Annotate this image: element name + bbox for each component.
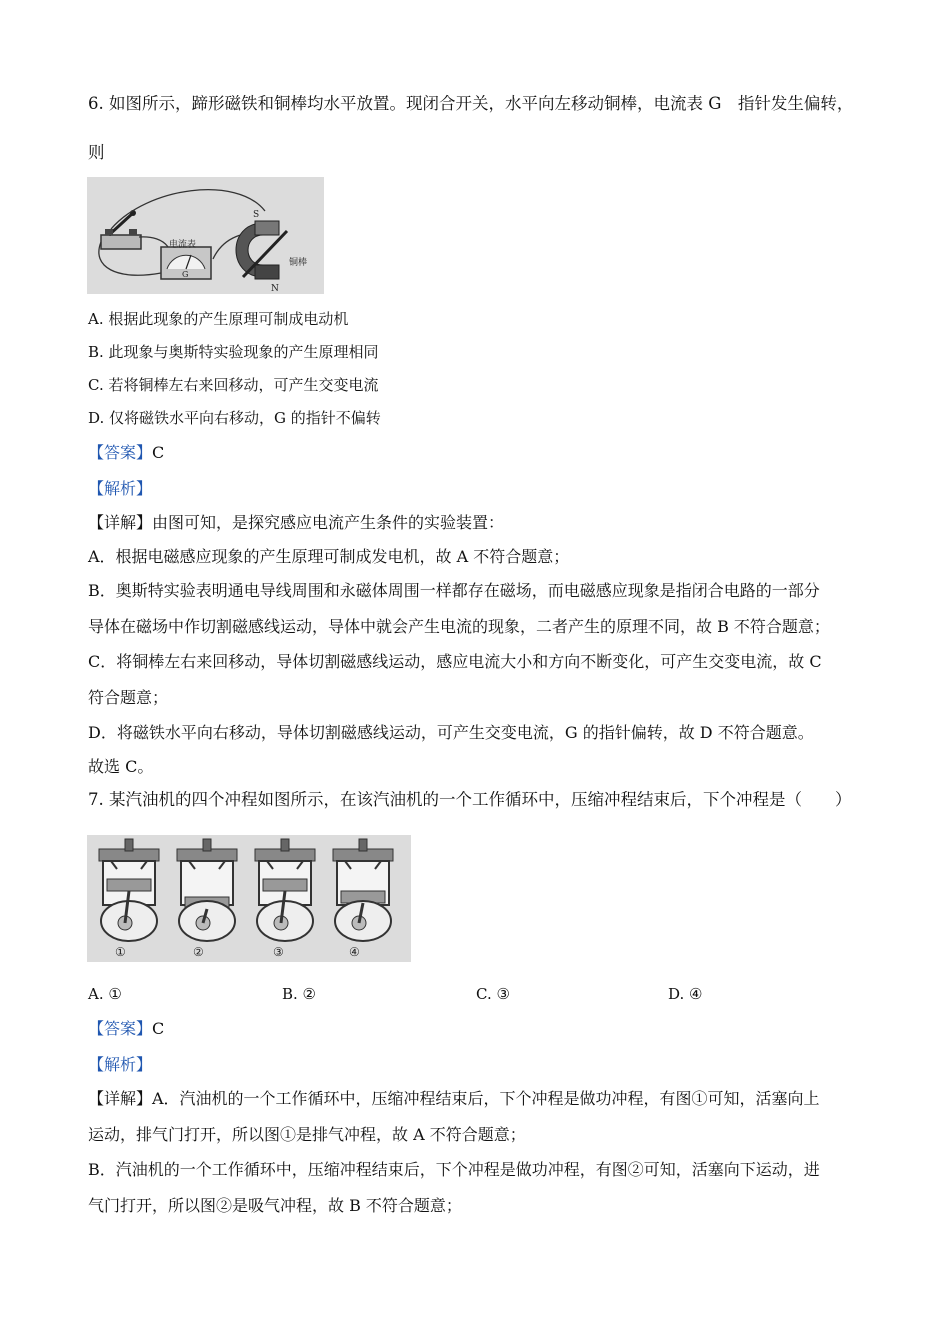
- q7-detail-0: 【详解】A．汽油机的一个工作循环中，压缩冲程结束后，下个冲程是做功冲程，有图①可知，活塞向上: [88, 1089, 820, 1108]
- engine-diagram-1: [99, 839, 159, 941]
- label-g: G: [182, 270, 189, 279]
- q6-detail-3: 导体在磁场中作切割磁感线运动，导体中就会产生电流的现象，二者产生的原理不同，故 B 不符合题意；: [88, 617, 830, 636]
- q6-option-c: C. 若将铜棒左右来回移动，可产生交变电流: [88, 376, 379, 394]
- q6-answer-line: [88, 443, 164, 463]
- label-rod: 铜棒: [289, 258, 308, 268]
- q6-analysis-tag: 【解析】: [88, 479, 153, 498]
- q7-answer-line: [88, 1019, 164, 1039]
- q7-detail-2: B．汽油机的一个工作循环中，压缩冲程结束后，下个冲程是做功冲程，有图②可知，活塞向下运动，进: [88, 1160, 820, 1179]
- q6-option-b: B. 此现象与奥斯特实验现象的产生原理相同: [88, 343, 379, 361]
- q6-detail-1: A．根据电磁感应现象的产生原理可制成发电机，故 A 不符合题意；: [88, 547, 570, 566]
- label-n: N: [271, 284, 279, 294]
- engine-diagram-2: [177, 839, 237, 941]
- q7-option-c: C. ③: [476, 985, 510, 1003]
- q7-detail-1: 运动，排气门打开，所以图①是排气冲程，故 A 不符合题意；: [88, 1125, 526, 1144]
- q6-option-d: D. 仅将磁铁水平向右移动，G 的指针不偏转: [88, 409, 381, 427]
- q7-answer-tag: 【答案】: [88, 1019, 153, 1038]
- engine-diagram-3: [255, 839, 315, 941]
- q6-option-a: A. 根据此现象的产生原理可制成电动机: [88, 310, 349, 328]
- engine-label-3: ③: [273, 945, 284, 959]
- q7-analysis-tag: 【解析】: [88, 1055, 153, 1074]
- q7-answer: C: [152, 1019, 165, 1038]
- q6-detail-2: B．奥斯特实验表明通电导线周围和永磁体周围一样都存在磁场，而电磁感应现象是指闭合电路的一部分: [88, 581, 820, 600]
- q7-option-a: A. ①: [88, 985, 122, 1003]
- label-s: S: [253, 210, 260, 220]
- q6-stem-line2: 则: [88, 143, 105, 162]
- q7-stem: 7. 某汽油机的四个冲程如图所示，在该汽油机的一个工作循环中，压缩冲程结束后，下个冲程是（ ）: [88, 790, 852, 809]
- q6-detail-4: C．将铜棒左右来回移动，导体切割磁感线运动，感应电流大小和方向不断变化，可产生交变电流，故 C: [88, 652, 822, 671]
- q7-option-d: D. ④: [668, 985, 703, 1003]
- q6-detail-7: 故选 C。: [88, 757, 154, 776]
- q6-answer-tag: 【答案】: [88, 443, 153, 462]
- q7-detail-3: 气门打开，所以图②是吸气冲程，故 B 不符合题意；: [88, 1196, 462, 1215]
- q7-figure-engine-strokes: [87, 835, 411, 962]
- q6-figure-circuit: [87, 177, 324, 294]
- engine-label-2: ②: [193, 945, 204, 959]
- engine-label-1: ①: [115, 945, 126, 959]
- label-meter: 电流表: [169, 240, 197, 250]
- engine-diagram-4: [333, 839, 393, 941]
- q6-answer: C: [152, 443, 165, 462]
- q6-stem-line1: 6. 如图所示，蹄形磁铁和铜棒均水平放置。现闭合开关，水平向左移动铜棒，电流表 G 指针发生偏转，: [88, 94, 854, 113]
- q6-detail-6: D．将磁铁水平向右移动，导体切割磁感线运动，可产生交变电流，G 的指针偏转，故 D 不符合题意。: [88, 723, 814, 742]
- q6-detail-0: 【详解】由图可知，是探究感应电流产生条件的实验装置：: [88, 513, 505, 532]
- engine-label-4: ④: [349, 945, 360, 959]
- q6-detail-5: 符合题意；: [88, 688, 169, 707]
- q7-option-b: B. ②: [282, 985, 317, 1003]
